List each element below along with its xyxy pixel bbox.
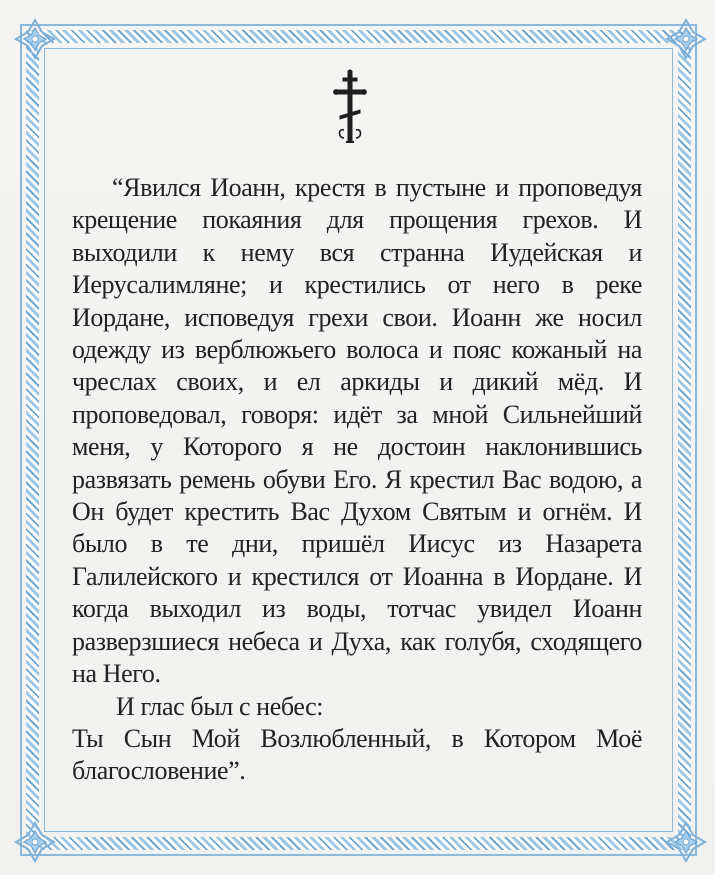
corner-ornament-icon bbox=[663, 819, 709, 865]
closing-quote: Ты Сын Мой Возлюбленный, в Котором Моё благословение”. bbox=[72, 723, 642, 786]
heavenly-voice-line: И глас был с небес: bbox=[116, 691, 324, 721]
scripture-text bbox=[72, 172, 642, 788]
orthodox-cross-icon bbox=[330, 68, 370, 148]
corner-ornament-icon bbox=[12, 16, 58, 62]
scripture-paragraph: “Явился Иоанн, крестя в пустыне и проповедуя крещение покаяния для прощения грехов. И выходили к нему вся странна Иудейская и Иерусалимляне; и крестились от него в реке Иордане, исповедуя грехи свои. Иоанн же носил одежду из верблюжьего волоса и пояс кожаный на чреслах своих, и ел аркиды и дикий мёд. И проповедовал, говоря: идёт за мной Сильнейший меня, у Которого я не достоин наклонившись развязать ремень обуви Его. Я крестил Вас водою, а Он будет крестить Вас Духом Святым и огнём. И было в те дни, пришёл Иисус из Назарета Галилейского и крестился от Иоанна в Иордане. И когда выходил из воды, тотчас увидел Иоанн разверзшиеся небеса и Духа, как голубя, сходящего на Него. bbox=[72, 173, 642, 689]
corner-ornament-icon bbox=[12, 819, 58, 865]
corner-ornament-icon bbox=[663, 16, 709, 62]
